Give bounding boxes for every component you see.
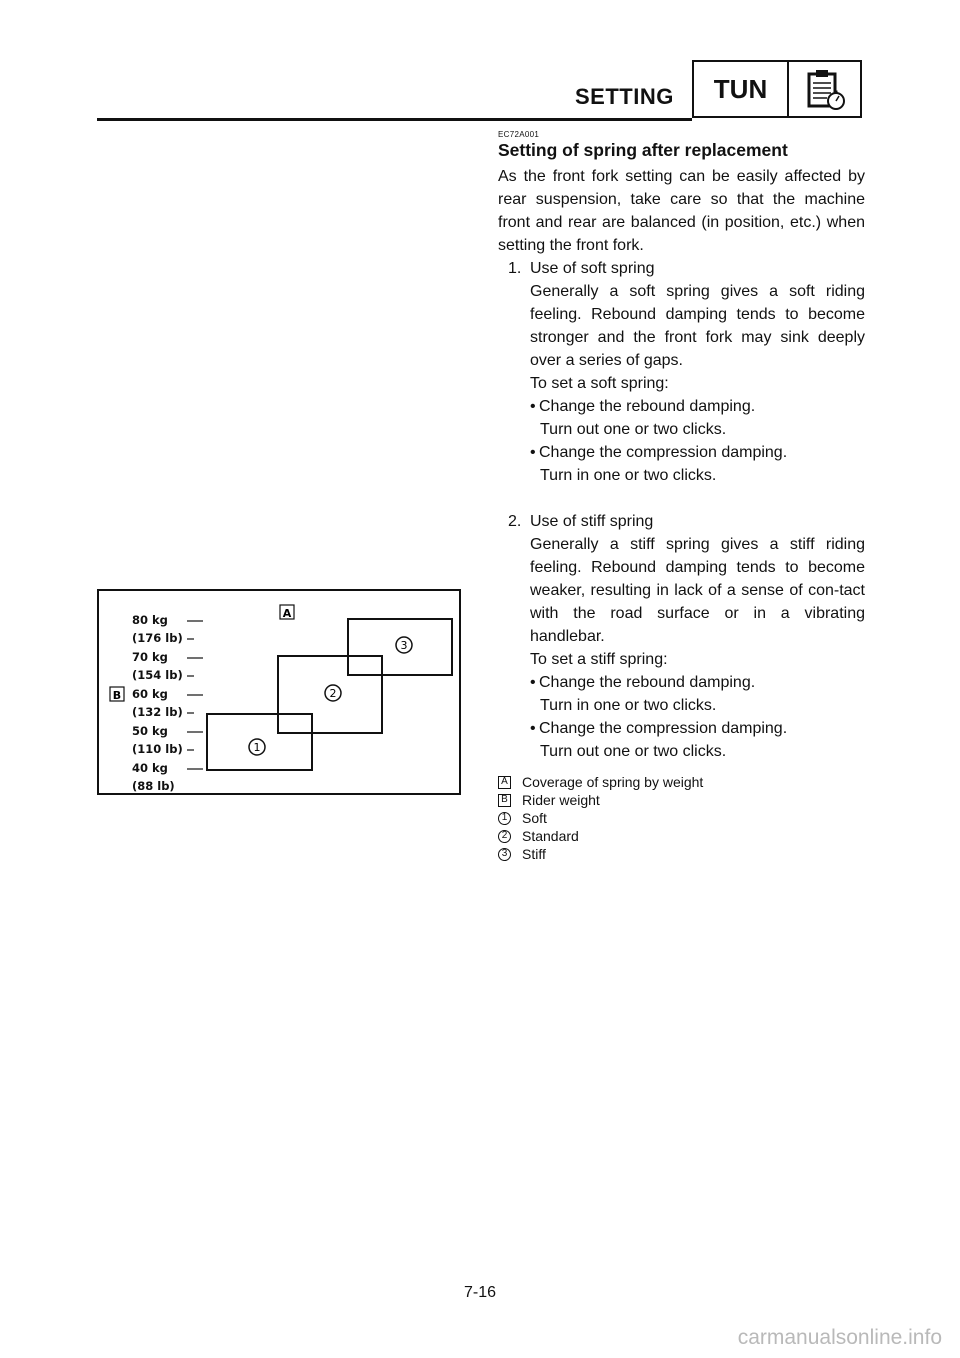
section-intro: As the front fork setting can be easily affected by rear suspension, take care so that the machine front and rear are balanced (in position, etc.) when setting the front fork.	[498, 168, 865, 254]
legend-mark: 3	[498, 848, 511, 861]
content-column	[498, 130, 865, 863]
legend-mark: A	[498, 776, 511, 789]
bullet-dot: •	[530, 720, 536, 737]
legend-row-3	[498, 845, 865, 863]
header-rule	[97, 118, 692, 121]
bullet-text: Change the compression damping.	[539, 720, 788, 737]
item-1-heading	[508, 257, 865, 280]
weight-label-176lb: (176 lb)	[132, 631, 183, 645]
svg-text:3: 3	[400, 639, 408, 652]
legend-row-2	[498, 827, 865, 845]
legend-text: Standard	[522, 828, 579, 844]
item-title: Use of soft spring	[530, 260, 655, 277]
item-1-bullet-1	[530, 395, 865, 418]
label-b-marker	[110, 687, 124, 702]
figure-legend	[498, 773, 865, 863]
legend-text: Soft	[522, 810, 547, 826]
clipboard-stopwatch-icon	[789, 62, 860, 116]
weight-label-40kg: 40 kg	[132, 761, 168, 775]
item-2-bullet-1-sub: Turn in one or two clicks.	[540, 697, 717, 714]
section-title: Setting of spring after replacement	[498, 140, 788, 160]
legend-row-b	[498, 791, 865, 809]
item-2-bullet-2-sub: Turn out one or two clicks.	[540, 743, 727, 760]
box-2-marker	[325, 685, 341, 701]
bullet-dot: •	[530, 444, 536, 461]
legend-row-1	[498, 809, 865, 827]
legend-text: Rider weight	[522, 792, 600, 808]
bullet-dot: •	[530, 398, 536, 415]
item-1-bullet-2	[530, 441, 865, 464]
legend-mark: 1	[498, 812, 511, 825]
svg-text:A: A	[282, 607, 292, 620]
item-title: Use of stiff spring	[530, 513, 654, 530]
item-number: 2.	[508, 513, 522, 530]
spacer	[498, 487, 865, 510]
item-1-set-label: To set a soft spring:	[530, 375, 669, 392]
svg-text:B: B	[112, 689, 122, 702]
page-number: 7-16	[463, 1284, 497, 1301]
section-code: EC72A001	[498, 130, 540, 139]
box-1-marker	[249, 739, 265, 755]
item-1-bullet-1-sub: Turn out one or two clicks.	[540, 421, 727, 438]
svg-text:1: 1	[253, 741, 261, 754]
svg-text:2: 2	[329, 687, 337, 700]
item-2-heading	[508, 510, 865, 533]
section-badge	[692, 60, 862, 118]
bullet-text: Change the rebound damping.	[539, 674, 756, 691]
item-1-bullet-2-sub: Turn in one or two clicks.	[540, 467, 717, 484]
legend-row-a	[498, 773, 865, 791]
weight-label-110lb: (110 lb)	[132, 742, 183, 756]
item-2-bullet-2	[530, 717, 865, 740]
legend-text: Coverage of spring by weight	[522, 774, 704, 790]
weight-label-88lb: (88 lb)	[132, 779, 175, 793]
weight-label-50kg: 50 kg	[132, 724, 168, 738]
item-2-set-label: To set a stiff spring:	[530, 651, 668, 668]
spring-coverage-diagram	[97, 589, 461, 795]
weight-label-132lb: (132 lb)	[132, 705, 183, 719]
bullet-dot: •	[530, 674, 536, 691]
legend-mark: B	[498, 794, 511, 807]
legend-mark: 2	[498, 830, 511, 843]
weight-label-80kg: 80 kg	[132, 613, 168, 627]
bullet-text: Change the compression damping.	[539, 444, 788, 461]
item-2-bullet-1	[530, 671, 865, 694]
legend-text: Stiff	[522, 846, 546, 862]
item-number: 1.	[508, 260, 522, 277]
weight-label-70kg: 70 kg	[132, 650, 168, 664]
box-3-marker	[396, 637, 412, 653]
page-header-title: SETTING	[575, 84, 674, 109]
item-1-description: Generally a soft spring gives a soft riding feeling. Rebound damping tends to become stronger and the front fork may sink deeply over a series of gaps.	[530, 283, 865, 369]
weight-label-154lb: (154 lb)	[132, 668, 183, 682]
weight-label-60kg: 60 kg	[132, 687, 168, 701]
section-badge-label: TUN	[694, 62, 789, 116]
bullet-text: Change the rebound damping.	[539, 398, 756, 415]
label-a-marker	[280, 605, 294, 620]
watermark: carmanualsonline.info	[737, 1326, 942, 1349]
item-2-description: Generally a stiff spring gives a stiff riding feeling. Rebound damping tends to become weaker, resulting in lack of a sense of con-tact with the road surface or in a vibrating handlebar.	[530, 536, 865, 645]
